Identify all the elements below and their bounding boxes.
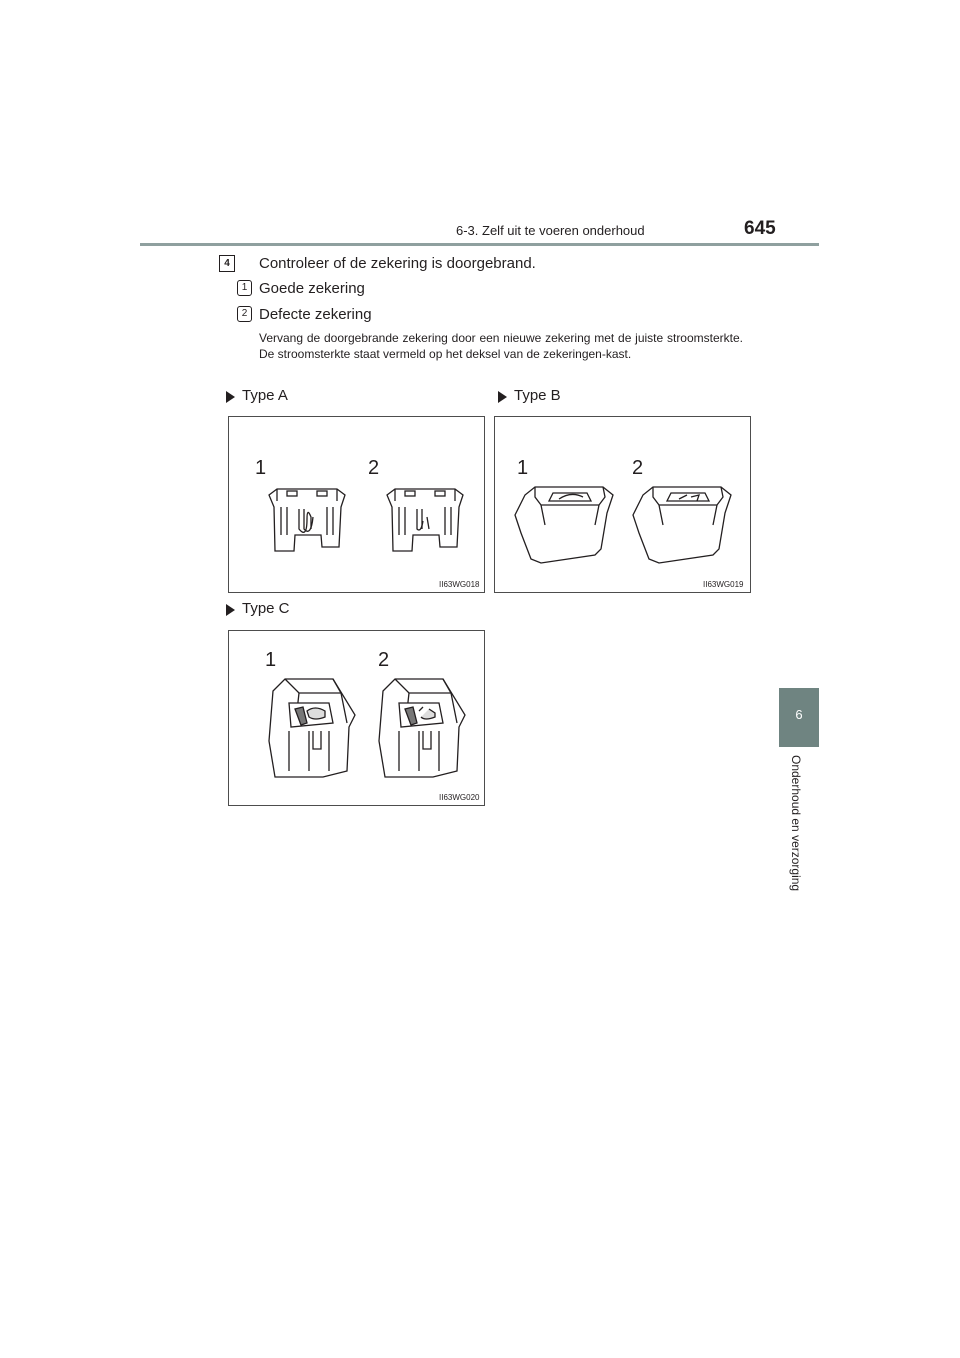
callout-2: 2 [378, 649, 390, 671]
callout-1: 1 [265, 649, 277, 671]
item-badge-2: 2 [237, 306, 252, 322]
item-good-fuse: Goede zekering [259, 280, 365, 297]
callout-2: 2 [632, 457, 644, 479]
type-c-label: Type C [242, 600, 290, 617]
header-rule [140, 243, 819, 246]
type-b-label: Type B [514, 387, 561, 404]
figure-code: II63WG018 [439, 580, 480, 589]
item-defective-fuse: Defecte zekering [259, 306, 372, 323]
header-section-title: 6-3. Zelf uit te voeren onderhoud [456, 223, 645, 238]
chapter-title: Onderhoud en verzorging [789, 755, 803, 892]
step-text: Controleer of de zekering is doorgebrand. [259, 255, 536, 272]
page-number: 645 [744, 218, 776, 239]
figure-code: II63WG019 [703, 580, 744, 589]
figure-code: II63WG020 [439, 793, 480, 802]
step-badge: 4 [219, 255, 235, 272]
triangle-bullet-icon [498, 391, 507, 403]
figure-type-b [494, 416, 751, 593]
callout-1: 1 [255, 457, 267, 479]
figure-type-c [228, 630, 485, 806]
triangle-bullet-icon [226, 604, 235, 616]
step-note: Vervang de doorgebrande zekering door een nieuwe zekering met de juiste stroomsterkte. De stroomsterkte staat vermeld op het deksel van de zekeringen-kast. [259, 331, 743, 361]
chapter-number: 6 [795, 707, 803, 722]
figure-type-a [228, 416, 485, 593]
fuse-type-a-illustration [229, 417, 484, 592]
type-a-label: Type A [242, 387, 288, 404]
item-badge-1: 1 [237, 280, 252, 296]
fuse-type-b-illustration [495, 417, 750, 592]
callout-2: 2 [368, 457, 380, 479]
callout-1: 1 [517, 457, 529, 479]
triangle-bullet-icon [226, 391, 235, 403]
